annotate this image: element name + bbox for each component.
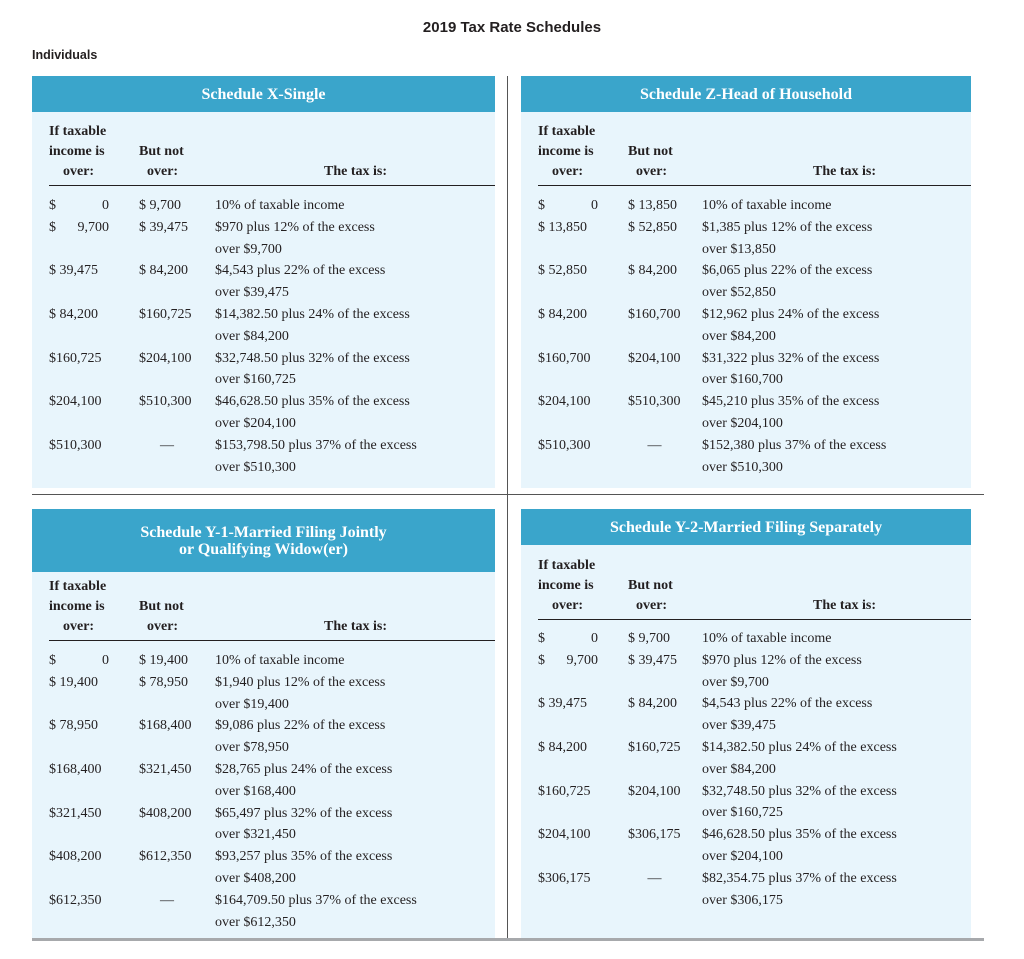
- row-but-not-over: $510,300: [628, 394, 681, 410]
- row-tax-continued: over $52,850: [702, 285, 776, 301]
- row-over-value: 9,700: [77, 219, 109, 235]
- row-over-value: $510,300: [49, 437, 102, 453]
- row-tax-continued: over $408,200: [215, 871, 296, 886]
- schedule-panel: [521, 509, 971, 938]
- row-but-not-over: $204,100: [628, 350, 681, 366]
- row-tax: $6,065 plus 22% of the excess: [702, 263, 873, 279]
- row-over-dollar: $: [538, 652, 545, 668]
- row-but-not-over: $ 84,200: [628, 263, 677, 279]
- header-if-taxable: If taxable: [49, 579, 107, 594]
- header-if-taxable: If taxable: [538, 558, 596, 573]
- row-tax-continued: over $306,175: [702, 892, 783, 908]
- schedule-title-line1: Schedule Y-2-Married Filing Separately: [609, 518, 883, 536]
- row-tax: $4,543 plus 22% of the excess: [702, 696, 873, 712]
- row-tax: $4,543 plus 22% of the excess: [215, 263, 386, 279]
- row-but-not-over: $160,725: [139, 307, 192, 322]
- row-but-not-over: $321,450: [139, 762, 192, 777]
- schedule-panel: [32, 76, 495, 488]
- row-over-value: $408,200: [49, 849, 102, 865]
- row-tax: $28,765 plus 24% of the excess: [215, 762, 393, 777]
- row-over-value: 9,700: [566, 652, 598, 668]
- row-tax-continued: over $160,700: [702, 372, 783, 388]
- header-but-not-over: over:: [147, 164, 179, 179]
- row-but-not-over: $204,100: [628, 783, 681, 799]
- row-tax: $153,798.50 plus 37% of the excess: [215, 437, 417, 453]
- header-tax-is: The tax is:: [813, 598, 876, 613]
- row-over-value: $612,350: [49, 892, 102, 908]
- header-but-not: But not: [628, 578, 673, 593]
- row-but-not-over: —: [647, 437, 662, 453]
- row-tax: $32,748.50 plus 32% of the excess: [702, 783, 897, 799]
- row-tax-continued: over $510,300: [215, 459, 296, 475]
- row-tax-continued: over $160,725: [702, 805, 783, 821]
- row-over-value: 0: [591, 198, 598, 213]
- header-but-not: But not: [628, 144, 673, 159]
- header-but-not: But not: [139, 144, 184, 159]
- row-tax: $1,385 plus 12% of the excess: [702, 219, 873, 235]
- row-over-value: $306,175: [538, 870, 591, 886]
- row-over-value: $321,450: [49, 805, 102, 821]
- schedule-title: [521, 76, 971, 112]
- header-tax-is: The tax is:: [324, 619, 387, 634]
- row-tax: $45,210 plus 35% of the excess: [702, 394, 880, 410]
- row-tax: $46,628.50 plus 35% of the excess: [702, 827, 897, 843]
- row-tax: $46,628.50 plus 35% of the excess: [215, 394, 410, 410]
- row-tax: 10% of taxable income: [215, 198, 345, 213]
- row-tax: $82,354.75 plus 37% of the excess: [702, 870, 897, 886]
- row-over-value: $160,725: [538, 783, 591, 799]
- row-over-value: $ 78,950: [49, 718, 98, 734]
- vertical-divider: [507, 76, 508, 940]
- row-but-not-over: —: [160, 892, 174, 908]
- row-tax: $1,940 plus 12% of the excess: [215, 674, 386, 690]
- header-tax-is: The tax is:: [813, 164, 876, 179]
- row-tax-continued: over $321,450: [215, 827, 296, 843]
- row-over-value: 0: [102, 653, 109, 668]
- header-rule: [538, 185, 971, 186]
- row-tax: $9,086 plus 22% of the excess: [215, 718, 386, 734]
- schedule-title-line1: Schedule Y-1-Married Filing Jointly: [140, 523, 387, 541]
- header-over: over:: [552, 164, 584, 179]
- row-over-value: $168,400: [49, 762, 102, 777]
- row-but-not-over: $612,350: [139, 849, 192, 865]
- header-rule: [49, 185, 495, 186]
- row-but-not-over: $204,100: [139, 350, 192, 366]
- row-but-not-over: $160,700: [628, 307, 681, 322]
- header-if-taxable: If taxable: [49, 124, 107, 139]
- row-but-not-over: $168,400: [139, 718, 192, 734]
- header-tax-is: The tax is:: [324, 164, 387, 179]
- row-but-not-over: $ 13,850: [628, 198, 677, 213]
- row-but-not-over: $ 52,850: [628, 219, 677, 235]
- bottom-rule: [32, 938, 984, 941]
- row-but-not-over: $ 84,200: [139, 263, 188, 279]
- row-tax-continued: over $204,100: [702, 416, 783, 431]
- row-over-value: 0: [591, 631, 598, 646]
- row-but-not-over: $ 9,700: [139, 198, 181, 213]
- row-tax-continued: over $204,100: [215, 416, 296, 431]
- schedule-panel: [32, 509, 495, 938]
- row-tax-continued: over $39,475: [215, 285, 289, 301]
- row-over-value: $160,725: [49, 350, 102, 366]
- row-tax: $31,322 plus 32% of the excess: [702, 350, 880, 366]
- header-income-is: income is: [49, 144, 105, 159]
- header-rule: [49, 640, 495, 641]
- row-tax: $32,748.50 plus 32% of the excess: [215, 350, 410, 366]
- header-but-not-over: over:: [636, 598, 668, 613]
- row-but-not-over: $306,175: [628, 827, 681, 843]
- row-but-not-over: $160,725: [628, 740, 681, 755]
- row-over-value: $ 84,200: [49, 307, 98, 322]
- row-tax-continued: over $84,200: [702, 328, 776, 344]
- row-over-value: 0: [102, 198, 109, 213]
- schedule-title: [32, 76, 495, 112]
- schedule-title: [521, 509, 971, 545]
- row-tax: $12,962 plus 24% of the excess: [702, 307, 880, 322]
- row-over-value: $ 13,850: [538, 219, 587, 235]
- row-over-value: $ 39,475: [49, 263, 98, 279]
- row-over-value: $ 84,200: [538, 740, 587, 755]
- row-tax-continued: over $78,950: [215, 740, 289, 756]
- row-over-value: $204,100: [538, 827, 591, 843]
- row-tax-continued: over $39,475: [702, 718, 776, 734]
- row-over-value: $204,100: [49, 394, 102, 410]
- row-over-value: $160,700: [538, 350, 591, 366]
- row-over-dollar: $: [49, 653, 56, 668]
- row-tax-continued: over $9,700: [215, 241, 282, 257]
- row-but-not-over: $ 78,950: [139, 674, 188, 690]
- row-but-not-over: $510,300: [139, 394, 192, 410]
- row-over-value: $204,100: [538, 394, 591, 410]
- row-tax-continued: over $204,100: [702, 849, 783, 864]
- row-tax-continued: over $9,700: [702, 674, 769, 690]
- row-over-value: $510,300: [538, 437, 591, 453]
- header-income-is: income is: [538, 144, 594, 159]
- row-tax-continued: over $510,300: [702, 459, 783, 475]
- row-over-dollar: $: [49, 219, 56, 235]
- row-tax-continued: over $84,200: [215, 328, 289, 344]
- row-but-not-over: —: [647, 870, 662, 886]
- header-over: over:: [63, 164, 95, 179]
- row-but-not-over: $ 9,700: [628, 631, 670, 646]
- header-but-not: But not: [139, 599, 184, 614]
- row-tax: 10% of taxable income: [702, 631, 832, 646]
- row-over-dollar: $: [538, 198, 545, 213]
- schedule-title-line1: Schedule X-Single: [201, 85, 326, 103]
- row-tax: $152,380 plus 37% of the excess: [702, 437, 887, 453]
- header-over: over:: [63, 619, 95, 634]
- row-tax: $14,382.50 plus 24% of the excess: [702, 740, 897, 755]
- row-tax: $93,257 plus 35% of the excess: [215, 849, 393, 865]
- header-but-not-over: over:: [636, 164, 668, 179]
- row-tax-continued: over $612,350: [215, 914, 296, 930]
- row-over-dollar: $: [49, 198, 56, 213]
- row-but-not-over: $ 19,400: [139, 653, 188, 668]
- row-tax-continued: over $13,850: [702, 241, 776, 257]
- header-income-is: income is: [49, 599, 105, 614]
- page-title: 2019 Tax Rate Schedules: [422, 19, 602, 36]
- row-tax: 10% of taxable income: [215, 653, 345, 668]
- schedule-panel: [521, 76, 971, 488]
- row-tax: $970 plus 12% of the excess: [215, 219, 375, 235]
- schedule-title: [32, 509, 495, 572]
- row-tax: $970 plus 12% of the excess: [702, 652, 862, 668]
- row-but-not-over: $408,200: [139, 805, 192, 821]
- row-over-value: $ 19,400: [49, 674, 98, 690]
- schedule-title-line1: Schedule Z-Head of Household: [639, 85, 853, 103]
- schedule-title-line2: or Qualifying Widow(er): [179, 540, 348, 558]
- row-over-value: $ 84,200: [538, 307, 587, 322]
- row-but-not-over: $ 39,475: [139, 219, 188, 235]
- header-if-taxable: If taxable: [538, 124, 596, 139]
- row-over-value: $ 39,475: [538, 696, 587, 712]
- row-but-not-over: $ 39,475: [628, 652, 677, 668]
- row-over-dollar: $: [538, 631, 545, 646]
- row-over-value: $ 52,850: [538, 263, 587, 279]
- header-over: over:: [552, 598, 584, 613]
- section-label: Individuals: [32, 48, 98, 62]
- row-tax: $14,382.50 plus 24% of the excess: [215, 307, 410, 322]
- row-but-not-over: $ 84,200: [628, 696, 677, 712]
- row-tax-continued: over $84,200: [702, 761, 776, 777]
- row-tax: 10% of taxable income: [702, 198, 832, 213]
- row-tax-continued: over $19,400: [215, 696, 289, 712]
- header-but-not-over: over:: [147, 619, 179, 634]
- row-tax: $65,497 plus 32% of the excess: [215, 805, 393, 821]
- row-tax-continued: over $160,725: [215, 372, 296, 388]
- row-tax: $164,709.50 plus 37% of the excess: [215, 892, 417, 908]
- row-but-not-over: —: [160, 437, 174, 453]
- header-rule: [538, 619, 971, 620]
- header-income-is: income is: [538, 578, 594, 593]
- row-tax-continued: over $168,400: [215, 783, 296, 799]
- horizontal-divider: [32, 494, 984, 495]
